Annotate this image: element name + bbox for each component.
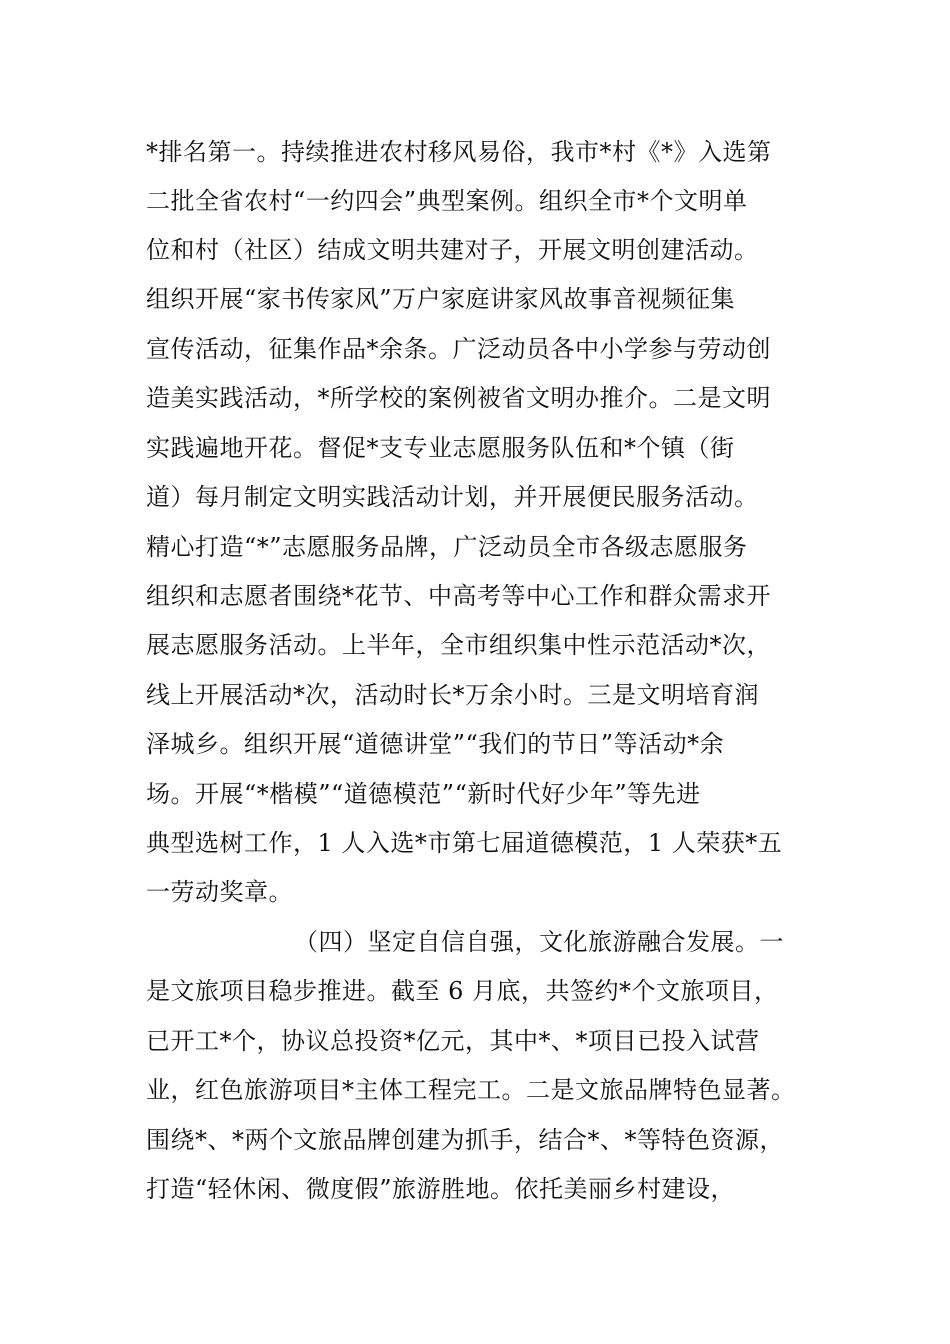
text-line: 一劳动奖章。 bbox=[146, 878, 293, 906]
text-line: *排名第一。持续推进农村移风易俗，我市*村《*》入选第 bbox=[146, 138, 772, 166]
text-line: 典型选树工作，1 人入选*市第七届道德模范，1 人荣获*五 bbox=[146, 829, 783, 857]
text-line: 组织和志愿者围绕*花节、中高考等中心工作和群众需求开 bbox=[146, 582, 771, 610]
text-line: 道）每月制定文明实践活动计划，并开展便民服务活动。 bbox=[146, 483, 759, 511]
text-line: 业，红色旅游项目*主体工程完工。二是文旅品牌特色显著。 bbox=[146, 1076, 796, 1104]
text-line: 造美实践活动，*所学校的案例被省文明办推介。二是文明 bbox=[146, 384, 771, 412]
text-line: 精心打造“*”志愿服务品牌，广泛动员全市各级志愿服务 bbox=[146, 533, 748, 561]
text-line: 宣传活动，征集作品*余条。广泛动员各中小学参与劳动创 bbox=[146, 335, 771, 363]
text-line: 场。开展“*楷模”“道德模范”“新时代好少年”等先进 bbox=[146, 780, 701, 808]
text-line: 位和村（社区）结成文明共建对子，开展文明创建活动。 bbox=[146, 236, 759, 264]
text-line: 二批全省农村“一约四会”典型案例。组织全市*个文明单 bbox=[146, 187, 748, 215]
section-heading-line: （四）坚定自信自强，文化旅游融合发展。一 bbox=[294, 928, 784, 956]
text-line: 已开工*个，协议总投资*亿元，其中*、*项目已投入试营 bbox=[146, 1027, 760, 1055]
text-line: 泽城乡。组织开展“道德讲堂”“我们的节日”等活动*余 bbox=[146, 730, 725, 758]
text-line: 是文旅项目稳步推进。截至 6 月底，共签约*个文旅项目， bbox=[146, 977, 779, 1005]
text-line: 线上开展活动*次，活动时长*万余小时。三是文明培育润 bbox=[146, 681, 759, 709]
text-line: 组织开展“家书传家风”万户家庭讲家风故事音视频征集 bbox=[146, 285, 736, 313]
text-line: 围绕*、*两个文旅品牌创建为抓手，结合*、*等特色资源， bbox=[146, 1126, 784, 1154]
text-line: 展志愿服务活动。上半年，全市组织集中性示范活动*次， bbox=[146, 631, 771, 659]
text-line: 打造“轻休闲、微度假”旅游胜地。依托美丽乡村建设， bbox=[146, 1175, 736, 1203]
text-line: 实践遍地开花。督促*支专业志愿服务队伍和*个镇（街 bbox=[146, 434, 735, 462]
